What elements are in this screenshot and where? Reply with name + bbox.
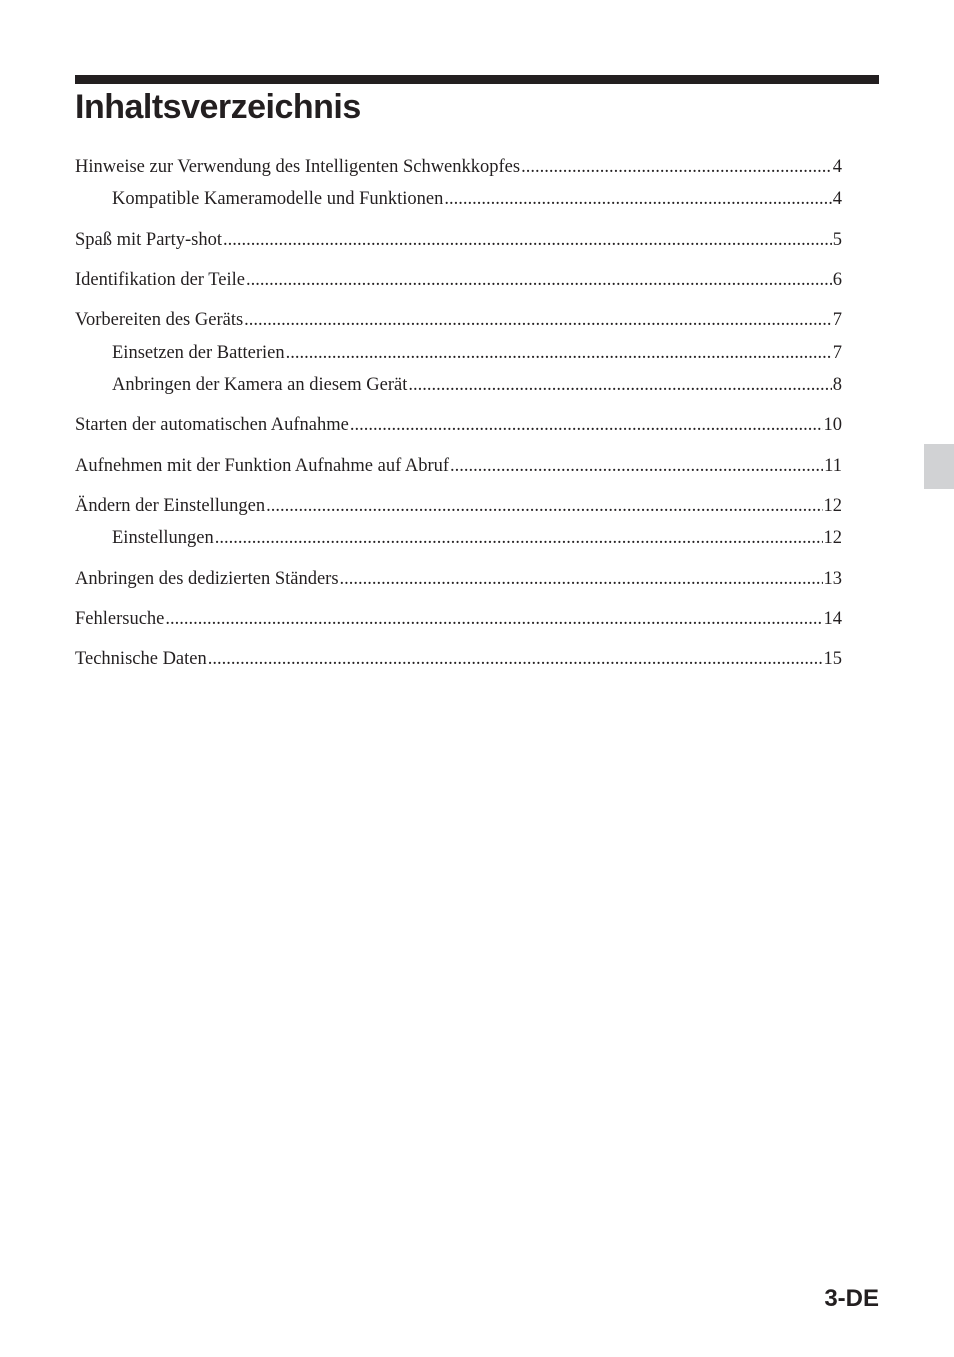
toc-entry-label: Einstellungen (112, 528, 214, 548)
toc-entry[interactable] (75, 647, 842, 671)
toc-entry-label: Identifikation der Teile (75, 270, 245, 290)
toc-entry-label: Anbringen der Kamera an diesem Gerät (112, 375, 408, 395)
toc-entry-page: 5 (832, 230, 842, 250)
toc-entry-page: 11 (824, 456, 842, 476)
toc-entry-label: Kompatible Kameramodelle und Funktionen (112, 189, 444, 209)
toc-entry-label: Vorbereiten des Geräts (75, 310, 244, 330)
dot-leader (215, 526, 823, 550)
toc-entry[interactable] (75, 607, 842, 631)
toc-entry-label: Fehlersuche (75, 609, 165, 629)
toc-entry[interactable] (75, 228, 842, 252)
toc-entry-page: 7 (832, 310, 842, 330)
toc-entry-page: 14 (823, 609, 842, 629)
toc-subentry[interactable] (112, 526, 842, 550)
toc-entry-label: Anbringen des dedizierten Ständers (75, 569, 339, 589)
toc-entry-page: 10 (823, 415, 842, 435)
toc-entry-page: 12 (823, 496, 842, 516)
toc-entry-page: 7 (832, 343, 842, 363)
toc-entry-label: Starten der automatischen Aufnahme (75, 415, 349, 435)
toc-entry[interactable] (75, 308, 842, 332)
toc-entry-label: Ändern der Einstellungen (75, 496, 266, 516)
toc-subentry[interactable] (112, 187, 842, 211)
dot-leader (350, 413, 823, 437)
dot-leader (444, 187, 831, 211)
dot-leader (340, 567, 823, 591)
page-number: 3-DE (824, 1285, 879, 1312)
dot-leader (208, 647, 823, 671)
toc-entry-label: Technische Daten (75, 649, 207, 669)
toc-entry-page: 4 (832, 189, 842, 209)
dot-leader (165, 607, 822, 631)
page-title: Inhaltsverzeichnis (75, 88, 361, 126)
dot-leader (408, 373, 831, 397)
toc-entry-label: Spaß mit Party-shot (75, 230, 222, 250)
dot-leader (266, 494, 822, 518)
section-tab-marker (924, 444, 954, 489)
dot-leader (450, 454, 823, 478)
dot-leader (286, 341, 832, 365)
toc-subentry[interactable] (112, 373, 842, 397)
toc-entry-page: 12 (823, 528, 842, 548)
toc-entry[interactable] (75, 268, 842, 292)
toc-entry-page: 8 (832, 375, 842, 395)
toc-entry-page: 4 (832, 157, 842, 177)
toc-entry[interactable] (75, 494, 842, 518)
toc-entry[interactable] (75, 567, 842, 591)
toc-entry-label: Aufnehmen mit der Funktion Aufnahme auf Abruf (75, 456, 450, 476)
dot-leader (521, 155, 832, 179)
toc-entry[interactable] (75, 454, 842, 478)
dot-leader (223, 228, 832, 252)
toc-entry-page: 15 (823, 649, 842, 669)
toc-entry-label: Hinweise zur Verwendung des Intelligenten Schwenkkopfes (75, 157, 521, 177)
toc-entry[interactable] (75, 155, 842, 179)
toc-entry[interactable] (75, 413, 842, 437)
top-rule (75, 75, 879, 84)
dot-leader (246, 268, 832, 292)
toc-entry-page: 6 (832, 270, 842, 290)
dot-leader (244, 308, 832, 332)
toc-subentry[interactable] (112, 341, 842, 365)
toc-entry-page: 13 (823, 569, 842, 589)
toc-entry-label: Einsetzen der Batterien (112, 343, 285, 363)
